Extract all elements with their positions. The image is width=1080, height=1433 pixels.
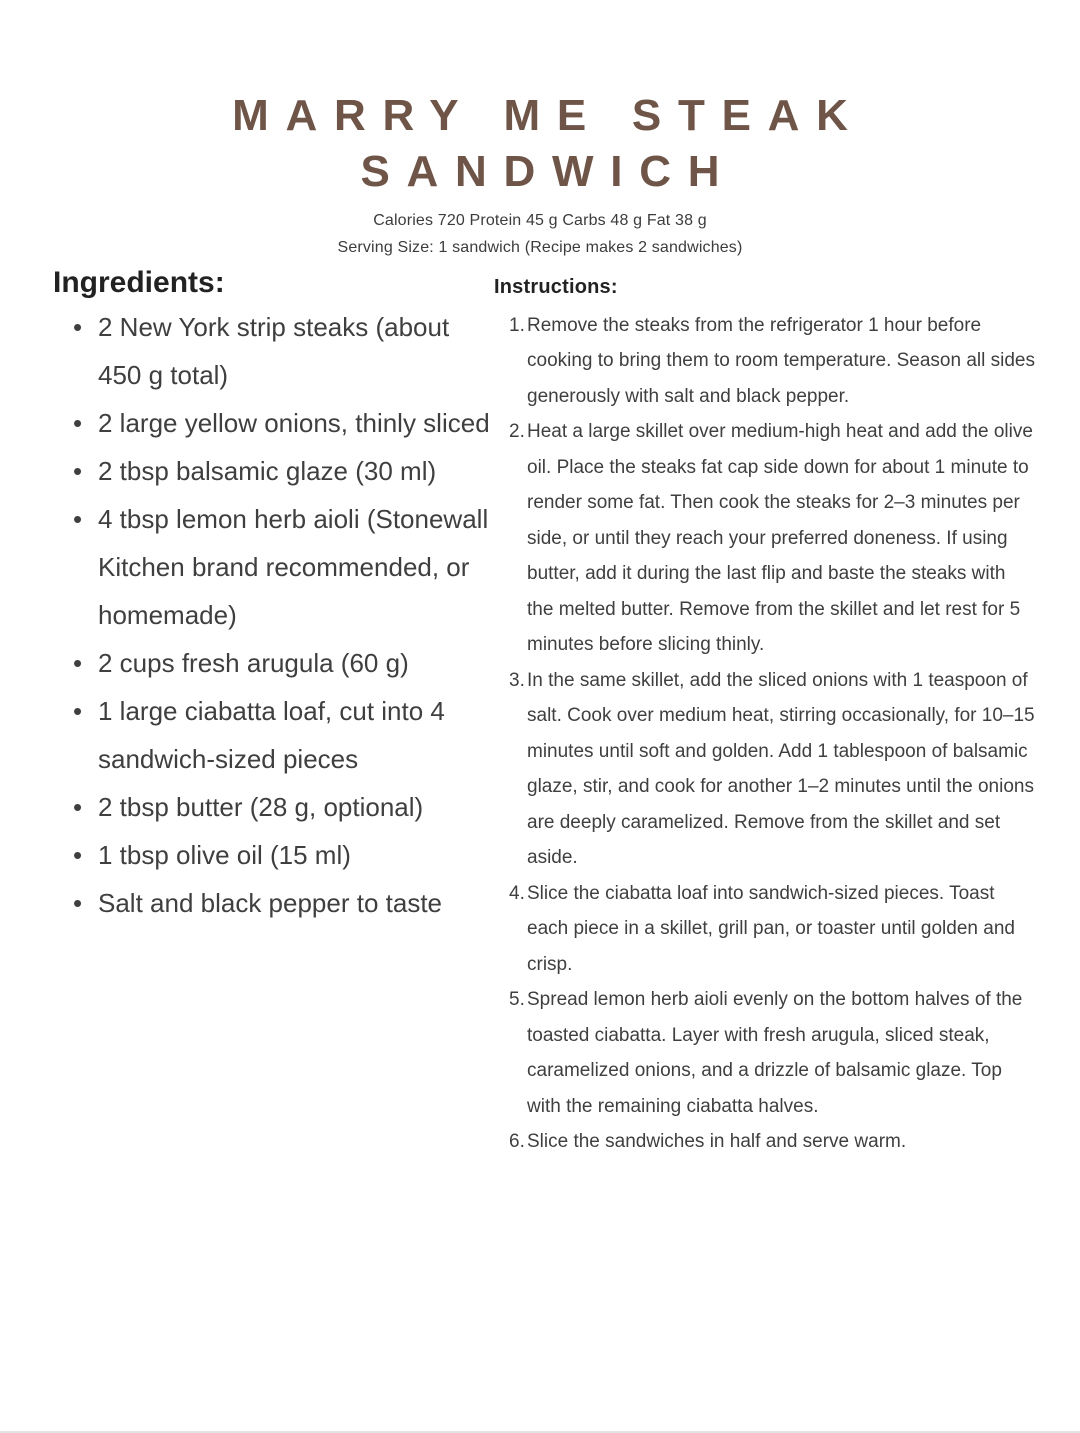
instruction-step [494, 982, 1035, 1124]
instructions-section [494, 265, 1035, 1160]
instruction-step [494, 663, 1035, 876]
recipe-title-line1: MARRY ME STEAK [232, 91, 865, 140]
instruction-step [494, 876, 1035, 983]
ingredient-text: 2 tbsp butter (28 g, optional) [98, 791, 424, 822]
ingredient-item [53, 687, 494, 783]
recipe-title-line2: SANDWICH [360, 146, 737, 196]
ingredient-text: 2 cups fresh arugula (60 g) [98, 647, 409, 678]
ingredient-item [53, 303, 494, 399]
recipe-header [0, 0, 1080, 257]
recipe-title [0, 88, 1080, 200]
instruction-text: Remove the steaks from the refrigerator 1 hour before cooking to bring them to room temperature. Season all sides generously with salt and black pepper. [527, 314, 1035, 407]
instruction-step [494, 414, 1035, 663]
recipe-body [0, 265, 1080, 1160]
ingredient-item [53, 399, 494, 447]
instruction-text: Slice the sandwiches in half and serve warm. [527, 1131, 907, 1153]
ingredient-item [53, 783, 494, 831]
ingredient-text: 2 New York strip steaks (about 450 g total) [98, 311, 450, 390]
ingredient-text: 2 tbsp balsamic glaze (30 ml) [98, 455, 437, 486]
instruction-step [494, 1124, 1035, 1160]
serving-size: Serving Size: 1 sandwich (Recipe makes 2 sandwiches) [337, 238, 743, 256]
ingredient-item [53, 495, 494, 639]
instruction-text: Slice the ciabatta loaf into sandwich-sized pieces. Toast each piece in a skillet, grill pan, or toaster until golden and crisp. [527, 882, 1015, 975]
ingredient-text: 1 large ciabatta loaf, cut into 4 sandwich-sized pieces [98, 695, 445, 774]
instruction-text: Heat a large skillet over medium-high heat and add the olive oil. Place the steaks fat cap side down for about 1 minute to render some fat. Then cook the steaks for 2–3 minutes per side, or until they reach your preferred doneness. If using butter, add it during the last flip and baste the steaks with the melted butter. Remove from the skillet and let rest for 5 minutes before slicing thinly. [527, 421, 1033, 656]
ingredient-text: 4 tbsp lemon herb aioli (Stonewall Kitchen brand recommended, or homemade) [98, 503, 489, 630]
ingredient-item [53, 447, 494, 495]
ingredient-item [53, 879, 494, 927]
instruction-list [494, 308, 1035, 1160]
ingredient-text: 1 tbsp olive oil (15 ml) [98, 839, 351, 870]
instruction-text: In the same skillet, add the sliced onions with 1 teaspoon of salt. Cook over medium heat, stirring occasionally, for 10–15 minutes until soft and golden. Add 1 tablespoon of balsamic glaze, stir, and cook for another 1–2 minutes until the onions are deeply caramelized. Remove from the skillet and set aside. [527, 669, 1035, 869]
instruction-text: Spread lemon herb aioli evenly on the bottom halves of the toasted ciabatta. Layer with fresh arugula, sliced steak, caramelized onions, and a drizzle of balsamic glaze. Top with the remaining ciabatta halves. [527, 989, 1023, 1117]
instruction-step [494, 308, 1035, 415]
instructions-heading: Instructions: [494, 275, 618, 298]
ingredient-item [53, 831, 494, 879]
ingredients-section [53, 265, 494, 1160]
ingredient-item [53, 639, 494, 687]
ingredient-text: Salt and black pepper to taste [98, 887, 443, 918]
ingredients-heading: Ingredients: [53, 265, 225, 299]
nutrition-summary: Calories 720 Protein 45 g Carbs 48 g Fat 38 g [373, 211, 707, 229]
ingredient-text: 2 large yellow onions, thinly sliced [98, 407, 490, 438]
ingredient-list [53, 303, 494, 927]
